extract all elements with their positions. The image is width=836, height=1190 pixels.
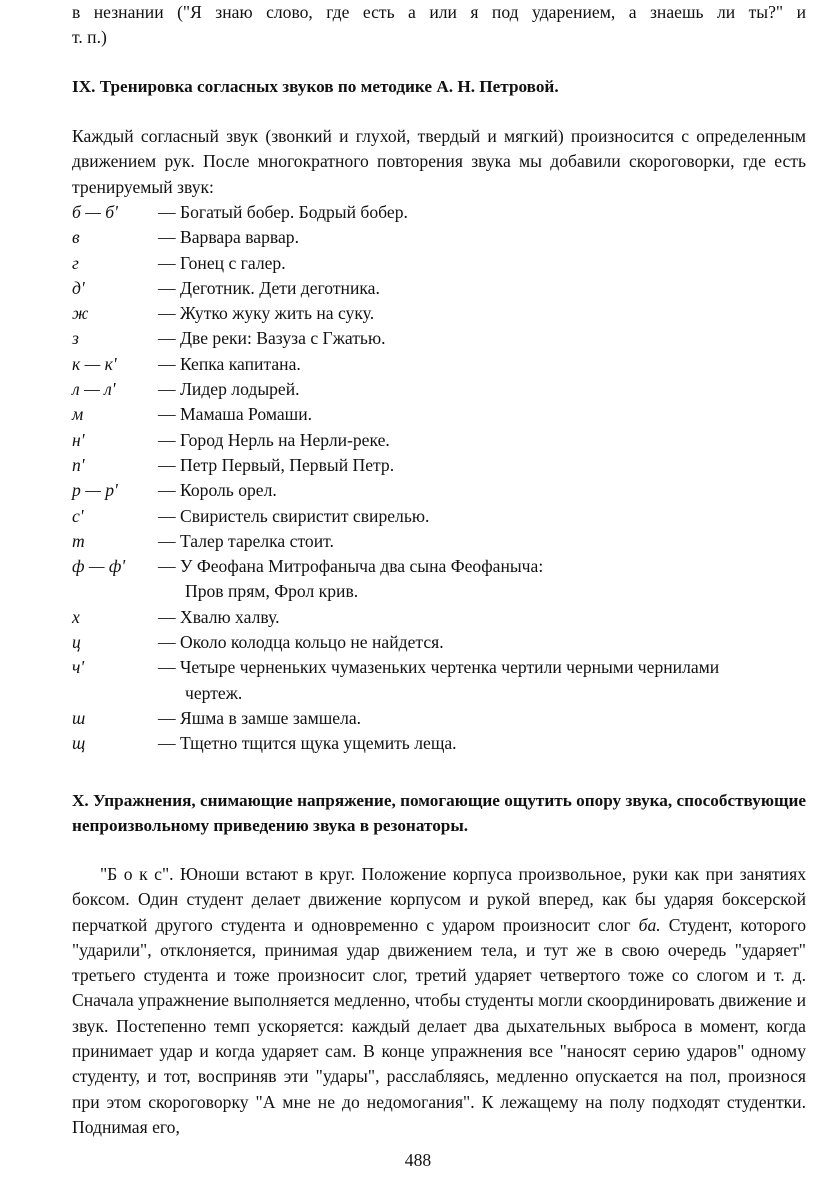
sound-label: г (72, 252, 79, 273)
sound-label: с' (72, 505, 84, 526)
tongue-twister-line: — Деготник. Дети деготника. (158, 277, 380, 298)
intro-text (72, 0, 806, 51)
tongue-twister-line: — Город Нерль на Нерли-реке. (158, 429, 390, 450)
list-item (72, 605, 812, 630)
section-9-paragraph: Каждый согласный звук (звонкий и глухой, твердый и мягкий) произносится с определенным движением рук. После многократного повторения звука мы добавили скороговорки, где есть тренируемый звук: (72, 126, 806, 197)
intro-line-2: т. п.) (72, 27, 107, 48)
tongue-twister-line: — Яшма в замше замшела. (158, 707, 362, 728)
tongue-twister-line: — Четыре черненьких чумазеньких чертенка чертили черными чернилами (158, 657, 720, 678)
list-item (72, 377, 812, 402)
list-item (72, 301, 812, 326)
sound-label: м (72, 404, 84, 425)
list-item (72, 428, 812, 453)
sound-label: ш (72, 707, 86, 728)
list-item (72, 478, 812, 503)
sound-label: з (72, 328, 79, 349)
paragraph-text-end: Студент, которого "ударили", отклоняется, принимая удар движением тела, и тут же в свою очередь "ударяет" третьего студента и тоже произносит слог, третий ударяет четвертого тоже со слогом и т. д. Сначала упражнение выполняется медленно, чтобы студенты могли скоординировать движение и звук. Постепенно темп ускоряется: каждый делает два дыхательных выброса в момент, когда принимает удар и когда ударяет сам. В конце упражнения все "наносят серию ударов" одному студенту, и тот, восприняв эти "удары", расслабляясь, медленно опускается на пол, произнося при этом скороговорку "А мне не до недомогания". К лежащему на полу подходят студентки. Поднимая его, (72, 914, 806, 1137)
tongue-twister-text (158, 529, 812, 554)
list-item (72, 453, 812, 478)
list-item (72, 200, 812, 225)
tongue-twister-line: — Варвара варвар. (158, 227, 299, 248)
tongue-twister-line: — Жутко жуку жить на суку. (158, 303, 375, 324)
tongue-twister-text (158, 630, 812, 655)
tongue-twister-line: — Около колодца кольцо не найдется. (158, 632, 444, 653)
sound-label: в (72, 227, 80, 248)
sound-label: д' (72, 277, 85, 298)
tongue-twister-line: — Мамаша Ромаши. (158, 404, 313, 425)
tongue-twister-line: — Король орел. (158, 480, 277, 501)
tongue-twister-line: — Петр Первый, Первый Петр. (158, 454, 395, 475)
list-item (72, 706, 812, 731)
tongue-twister-text (158, 276, 812, 301)
tongue-twister-line: — Талер тарелка стоит. (158, 530, 334, 551)
sound-label: б — б' (72, 202, 118, 222)
intro-line-1: в незнании ("Я знаю слово, где есть а или я под ударением, а знаешь ли ты?" и (72, 2, 806, 22)
sound-label: ц (72, 632, 81, 653)
sound-label: л — л' (72, 379, 116, 400)
tongue-twister-text (158, 655, 812, 706)
paragraph-syllable: ба. (638, 914, 661, 935)
tongue-twister-text (158, 225, 812, 250)
tongue-twister-continuation: чертеж. (185, 682, 243, 703)
sound-label: т (72, 530, 85, 551)
tongue-twister-text (158, 251, 812, 276)
list-item (72, 655, 812, 706)
tongue-twister-line: — Богатый бобер. Бодрый бобер. (158, 202, 408, 222)
sound-label: к — к' (72, 353, 117, 374)
tongue-twister-text (158, 554, 812, 605)
sound-label: щ (72, 733, 86, 754)
tongue-twister-line: — Свиристель свиристит свирелью. (158, 505, 430, 526)
list-item (72, 276, 812, 301)
list-item (72, 251, 812, 276)
tongue-twister-text (158, 326, 812, 351)
list-item (72, 225, 812, 250)
tongue-twister-text (158, 731, 812, 756)
tongue-twister-text (158, 706, 812, 731)
tongue-twister-text (158, 200, 812, 225)
list-item (72, 504, 812, 529)
sound-label: р — р' (72, 480, 118, 501)
tongue-twister-text (158, 352, 812, 377)
sound-label: ж (72, 303, 89, 324)
sound-label: п' (72, 454, 85, 475)
section-9-heading: IX. Тренировка согласных звуков по методике А. Н. Петровой. (72, 77, 559, 96)
list-item (72, 630, 812, 655)
list-item (72, 554, 812, 605)
list-item (72, 731, 812, 756)
list-item (72, 352, 812, 377)
tongue-twister-line: — Гонец с галер. (158, 252, 286, 273)
tongue-twister-line: — Лидер лодырей. (158, 379, 300, 400)
section-10-paragraph (72, 862, 806, 1140)
tongue-twister-line: — Кепка капитана. (158, 353, 301, 374)
list-item (72, 402, 812, 427)
tongue-twister-text (158, 428, 812, 453)
tongue-twister-text (158, 605, 812, 630)
tongue-twister-text (158, 504, 812, 529)
tongue-twister-line: — У Феофана Митрофаныча два сына Феофаныча: (158, 556, 544, 577)
sound-label: х (72, 606, 80, 627)
tongue-twister-text (158, 453, 812, 478)
tongue-twister-text (158, 402, 812, 427)
list-item (72, 326, 812, 351)
list-item (72, 529, 812, 554)
sound-label: н' (72, 429, 85, 450)
tongue-twister-text (158, 478, 812, 503)
tongue-twister-text (158, 377, 812, 402)
paragraph-text-start: "Б о к с". Юноши встают в круг. Положение корпуса произвольное, руки как при занятиях боксом. Один студент делает движение корпусом и рукой вперед, как бы ударяя боксерской перчаткой другого студента и одновременно с ударом произносит слог (72, 864, 806, 935)
tongue-twister-continuation: Пров прям, Фрол крив. (185, 581, 359, 602)
tongue-twister-line: — Хвалю халву. (158, 606, 280, 627)
tongue-twister-line: — Тщетно тщится щука ущемить леща. (158, 733, 457, 754)
tongue-twister-line: — Две реки: Вазуза с Гжатью. (158, 328, 386, 349)
page-number: 488 (404, 1150, 432, 1170)
sound-label: ф — ф' (72, 556, 126, 577)
tongue-twister-text (158, 301, 812, 326)
section-10-heading: X. Упражнения, снимающие напряжение, помогающие ощутить опору звука, способствующие непроизвольному приведению звука в резонаторы. (72, 791, 806, 836)
tongue-twister-list (72, 200, 812, 757)
sound-label: ч' (72, 657, 85, 678)
